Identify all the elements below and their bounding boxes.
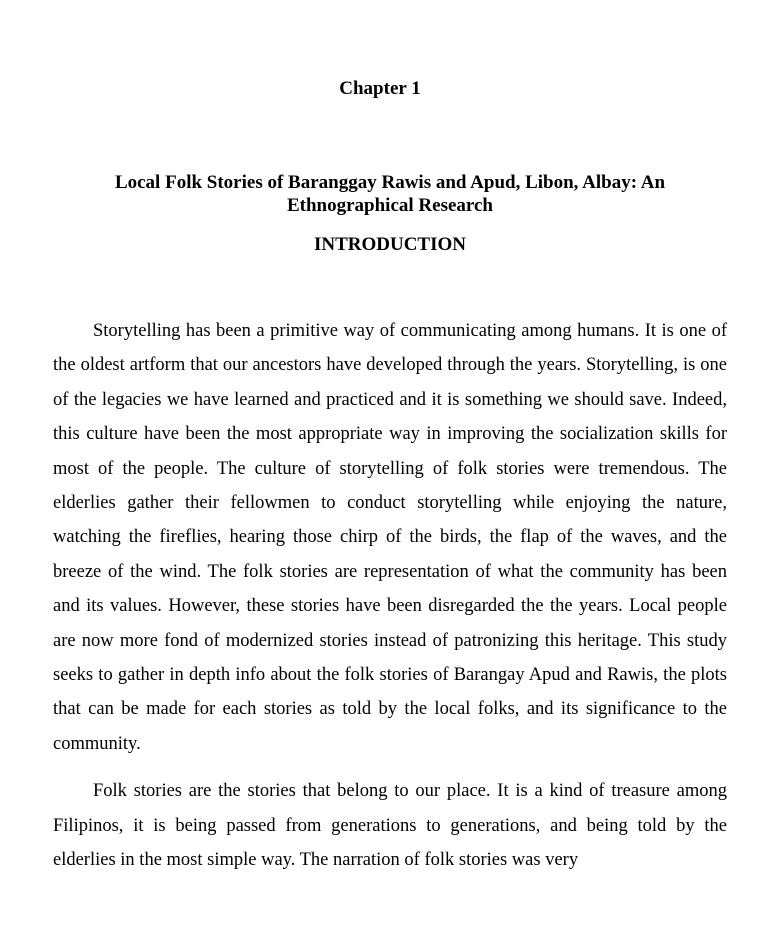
document-title: Local Folk Stories of Baranggay Rawis and Apud, Libon, Albay: An Ethnographical Research	[114, 172, 666, 216]
chapter-heading: Chapter 1	[339, 78, 421, 99]
paragraph-1: Storytelling has been a primitive way of communicating among humans. It is one of the oldest artform that our ancestors have developed through the years. Storytelling, is one of the legacies we have learned and practiced and it is something we should save. Indeed, this culture have been the most appropriate way in improving the socialization skills for most of the people. The culture of storytelling of folk stories were tremendous. The elderlies gather their fellowmen to conduct storytelling while enjoying the nature, watching the fireflies, hearing those chirp of the birds, the flap of the waves, and the breeze of the wind. The folk stories are representation of what the community has been and its values. However, these stories have been disregarded the the years. Local people are now more fond of modernized stories instead of patronizing this heritage. This study seeks to gather in depth info about the folk stories of Barangay Apud and Rawis, the plots that can be made for each stories as told by the local folks, and its significance to the community.	[53, 321, 727, 754]
body-text	[53, 314, 727, 891]
section-heading: INTRODUCTION	[313, 234, 467, 255]
paragraph-2: Folk stories are the stories that belong to our place. It is a kind of treasure among Filipinos, it is being passed from generations to generations, and being told by the elderlies in the most simple way. The narration of folk stories was very	[53, 781, 727, 871]
